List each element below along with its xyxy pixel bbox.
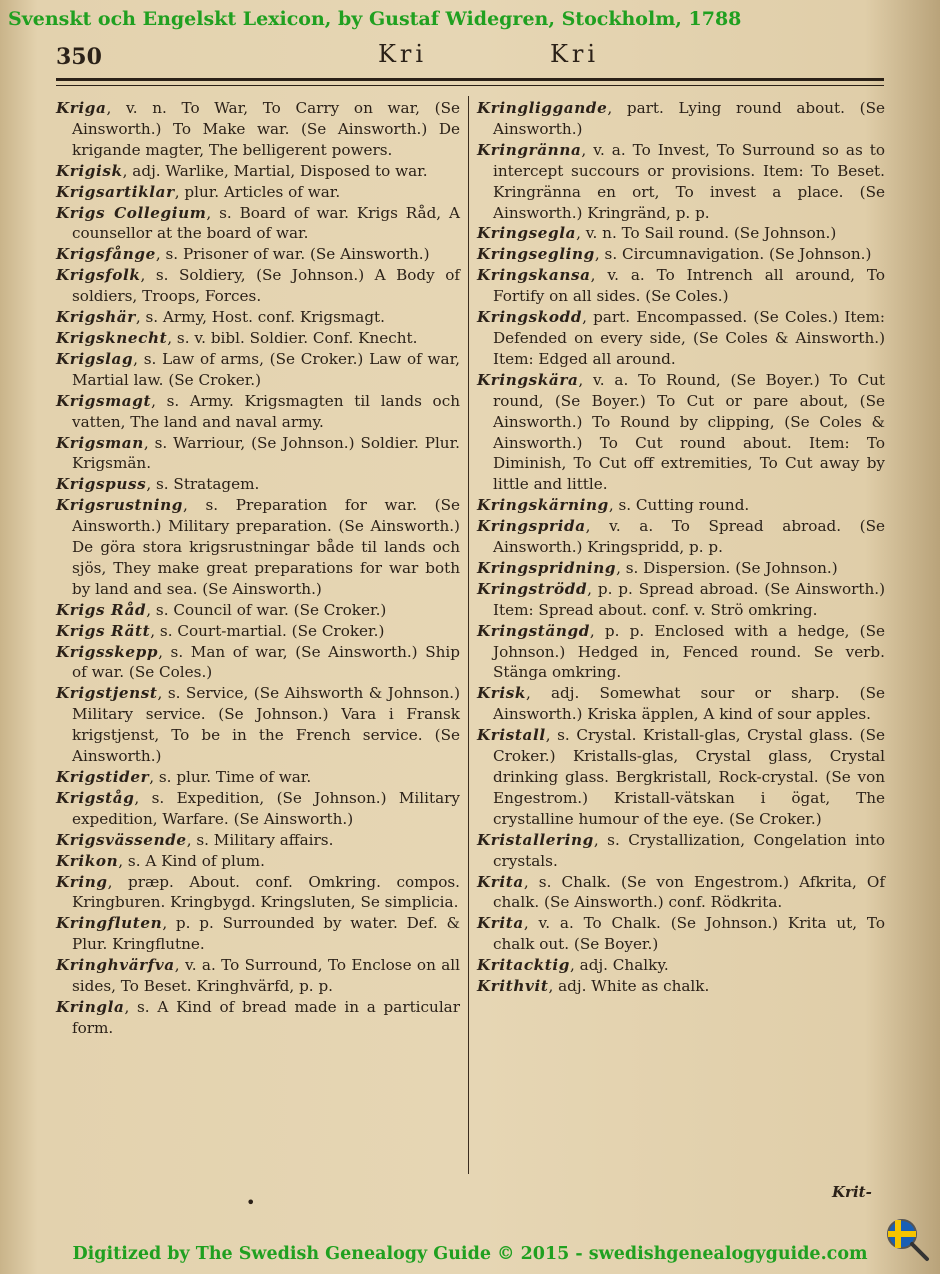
entry-definition: , part. Encompassed. (Se Coles.) Item: Defended on every side, (Se Coles & Ainsworth.) Item: Edged all around.: [493, 308, 885, 368]
entry-headword: Kristallering: [477, 830, 594, 849]
dictionary-entry: [477, 558, 885, 579]
dictionary-entry: [56, 203, 460, 245]
dictionary-entry: [56, 328, 460, 349]
entry-definition: , s. Expedition, (Se Johnson.) Military expedition, Warfare. (Se Ainsworth.): [72, 788, 460, 828]
dictionary-entry: [56, 307, 460, 328]
entry-definition: , præp. About. conf. Omkring. compos. Kringburen. Kringbygd. Kringsluten, Se simplicia.: [72, 872, 460, 912]
dictionary-entry: [56, 913, 460, 955]
dictionary-entry: [477, 955, 885, 976]
entry-definition: , v. a. To Surround, To Enclose on all sides, To Beset. Kringhvärfd, p. p.: [72, 956, 460, 996]
dictionary-entry: [477, 495, 885, 516]
dictionary-entry: [477, 621, 885, 684]
dictionary-entry: [477, 976, 885, 997]
dictionary-entry: [56, 495, 460, 600]
entry-headword: Krigspuss: [56, 475, 147, 494]
header-rule-thin: [56, 85, 884, 86]
entry-definition: , s. Military affairs.: [186, 830, 334, 849]
entry-headword: Kristall: [477, 726, 546, 745]
entry-definition: , s. Warriour, (Se Johnson.) Soldier. Plur. Krigsmän.: [72, 433, 460, 473]
entry-headword: Krigsartiklar: [56, 182, 175, 201]
entry-headword: Kringla: [56, 997, 125, 1016]
left-column: [56, 98, 460, 1039]
dictionary-entry: [56, 349, 460, 391]
header-rule: [56, 78, 884, 81]
entry-definition: , adj. White as chalk.: [548, 977, 710, 996]
entry-headword: Krithvit: [477, 977, 549, 996]
entry-headword: Krigstjenst: [56, 684, 158, 703]
entry-headword: Kringfluten: [56, 914, 163, 933]
entry-headword: Krigståg: [56, 788, 135, 807]
column-divider: [468, 96, 469, 1174]
entry-headword: Krigsmagt: [56, 391, 152, 410]
dictionary-entry: [56, 474, 460, 495]
entry-headword: Krita: [477, 914, 524, 933]
entry-headword: Krigs Råd: [56, 600, 147, 619]
dictionary-entry: [477, 307, 885, 370]
entry-definition: , s. Crystallization, Congelation into crystals.: [493, 830, 885, 870]
entry-headword: Kringhvärfva: [56, 956, 175, 975]
entry-definition: , adj. Warlike, Martial, Disposed to war.: [122, 161, 428, 180]
entry-definition: , adj. Somewhat sour or sharp. (Se Ainsworth.) Kriska äpplen, A kind of sour apples.: [493, 684, 885, 724]
entry-definition: , plur. Articles of war.: [174, 182, 341, 201]
dictionary-entry: [56, 433, 460, 475]
dictionary-entry: [56, 265, 460, 307]
entry-headword: Kritacktig: [477, 956, 571, 975]
entry-definition: , p. p. Spread abroad. (Se Ainsworth.) Item: Spread about. conf. v. Strö omkring.: [493, 579, 885, 619]
dictionary-entry: [56, 767, 460, 788]
running-head-left: Kri: [378, 40, 428, 68]
entry-headword: Kringspridning: [477, 558, 617, 577]
entry-definition: , s. Court-martial. (Se Croker.): [150, 621, 385, 640]
entry-headword: Kriga: [56, 99, 107, 117]
entry-definition: , s. v. bibl. Soldier. Conf. Knecht.: [167, 328, 418, 347]
entry-headword: Krigsknecht: [56, 328, 168, 347]
running-head-right: Kri: [550, 40, 600, 68]
dictionary-entry: [56, 621, 460, 642]
entry-headword: Krigisk: [56, 161, 123, 180]
entry-definition: , s. Stratagem.: [146, 475, 260, 494]
entry-definition: , v. n. To Sail round. (Se Johnson.): [576, 224, 837, 243]
entry-definition: , s. Chalk. (Se von Engestrom.) Afkrita, Of chalk. (Se Ainsworth.) conf. Rödkrita.: [493, 872, 885, 912]
dictionary-entry: [56, 244, 460, 265]
entry-definition: , s. Circumnavigation. (Se Johnson.): [594, 245, 872, 264]
dictionary-entry: [56, 851, 460, 872]
dictionary-entry: [477, 913, 885, 955]
dictionary-entry: [477, 370, 885, 495]
dictionary-entry: [477, 579, 885, 621]
entry-headword: Krigsvässende: [56, 830, 187, 849]
entry-definition: , s. Dispersion. (Se Johnson.): [616, 558, 838, 577]
entry-headword: Krigsman: [56, 433, 144, 452]
entry-definition: , v. a. To Spread abroad. (Se Ainsworth.) Kringspridd, p. p.: [493, 517, 885, 557]
dictionary-entry: [56, 788, 460, 830]
entry-headword: Krigs Collegium: [56, 203, 207, 222]
entry-definition: , adj. Chalky.: [570, 956, 669, 975]
dictionary-entry: [477, 683, 885, 725]
entry-definition: , s. Council of war. (Se Croker.): [146, 600, 387, 619]
entry-definition: , s. Law of arms, (Se Croker.) Law of war, Martial law. (Se Croker.): [72, 349, 460, 389]
entry-headword: Kringströdd: [477, 579, 588, 598]
entry-headword: Krigsfånge: [56, 245, 156, 264]
entry-definition: , s. Board of war. Krigs Råd, A counsellor at the board of war.: [72, 203, 460, 243]
entry-definition: , v. a. To Round, (Se Boyer.) To Cut round, (Se Boyer.) To Cut or pare about, (Se Ainsworth.) To Round by clipping, (Se Coles & Ainsworth.) To Cut round about. Item: To Diminish, To Cut off extremities, To Cut away by little and little.: [493, 370, 885, 494]
entry-headword: Krisk: [477, 684, 527, 703]
entry-headword: Krita: [477, 872, 524, 891]
dictionary-entry: [477, 223, 885, 244]
entry-headword: Kringskodd: [477, 308, 583, 327]
dictionary-entry: [56, 161, 460, 182]
entry-headword: Krigsskepp: [56, 642, 159, 661]
entry-headword: Krikon: [56, 851, 119, 870]
entry-definition: , s. Army, Host. conf. Krigsmagt.: [135, 308, 385, 327]
footer-credit: Digitized by The Swedish Genealogy Guide © 2015 - swedishgenealogyguide.com: [72, 1244, 868, 1264]
dictionary-entry: [477, 872, 885, 914]
dictionary-entry: [56, 600, 460, 621]
entry-definition: , v. a. To Invest, To Surround so as to intercept succours or provisions. Item: To Beset. Kringränna en ort, To invest a place. (Se Ainsworth.) Kringränd, p. p.: [493, 140, 885, 222]
entry-headword: Kringsegling: [477, 245, 595, 264]
entry-headword: Kringsegla: [477, 224, 577, 243]
dictionary-entry: [477, 244, 885, 265]
dictionary-entry: [56, 683, 460, 767]
page-number: 350: [56, 44, 102, 70]
entry-definition: , v. a. To Chalk. (Se Johnson.) Krita ut, To chalk out. (Se Boyer.): [493, 914, 885, 954]
signature-mark: •: [246, 1193, 256, 1212]
dictionary-entry: [56, 642, 460, 684]
entry-headword: Krigsrustning: [56, 496, 184, 515]
entry-definition: , s. A Kind of plum.: [118, 851, 265, 870]
entry-headword: Kringsprida: [477, 517, 586, 536]
entry-definition: , s. Preparation for war. (Se Ainsworth.) Military preparation. (Se Ainsworth.) De göra stora krigsrustningar både til lands och sjös, They make great preparations for war both by land and sea. (Se Ainsworth.): [72, 496, 460, 598]
dictionary-entry: [477, 516, 885, 558]
entry-definition: , s. Army. Krigsmagten til lands och vatten, The land and naval army.: [72, 391, 460, 431]
dictionary-entry: [56, 391, 460, 433]
dictionary-entry: [56, 872, 460, 914]
entry-headword: Kringstängd: [477, 621, 590, 640]
entry-definition: , s. Service, (Se Aihsworth & Johnson.) Military service. (Se Johnson.) Vara i Fransk krigstjenst, To be in the French service. (Se Ainsworth.): [72, 684, 460, 766]
entry-definition: , s. plur. Time of war.: [149, 768, 312, 786]
entry-headword: Krigstider: [56, 768, 150, 786]
dictionary-entry: [56, 182, 460, 203]
entry-definition: , s. Soldiery, (Se Johnson.) A Body of soldiers, Troops, Forces.: [72, 266, 460, 306]
entry-headword: Krigsfolk: [56, 266, 141, 285]
dictionary-entry: [477, 140, 885, 224]
entry-definition: , s. Cutting round.: [608, 496, 750, 515]
entry-definition: , p. p. Surrounded by water. Def. & Plur. Kringflutne.: [72, 914, 460, 954]
dictionary-entry: [477, 725, 885, 830]
dictionary-entry: [477, 265, 885, 307]
dictionary-entry: [56, 830, 460, 851]
entry-headword: Kring: [56, 872, 108, 891]
entry-definition: , s. Crystal. Kristall-glas, Crystal glass. (Se Croker.) Kristalls-glas, Crystal glass, Crystal drinking glass. Bergkristall, Rock-crystal. (Se von Engestrom.) Kristall-vätskan i ögat, The crystalline humour of the eye. (Se Croker.): [493, 726, 885, 828]
entry-headword: Krigslag: [56, 349, 134, 368]
entry-headword: Kringskansa: [477, 266, 591, 285]
banner-title: Svenskt och Engelskt Lexicon, by Gustaf Widegren, Stockholm, 1788: [8, 8, 742, 30]
entry-definition: , s. A Kind of bread made in a particular form.: [72, 997, 460, 1037]
entry-definition: , v. a. To Intrench all around, To Fortify on all sides. (Se Coles.): [493, 266, 885, 306]
entry-headword: Krigshär: [56, 308, 136, 327]
entry-headword: Kringskära: [477, 370, 579, 389]
dictionary-entry: [477, 830, 885, 872]
entry-headword: Kringskärning: [477, 496, 609, 515]
entry-headword: Krigs Rätt: [56, 621, 151, 640]
entry-definition: , v. n. To War, To Carry on war, (Se Ainsworth.) To Make war. (Se Ainsworth.) De krigande magter, The belligerent powers.: [72, 99, 460, 159]
entry-definition: , p. p. Enclosed with a hedge, (Se Johnson.) Hedged in, Fenced round. Se verb. Stänga omkring.: [493, 621, 885, 682]
entry-headword: Kringliggande: [477, 99, 608, 117]
dictionary-entry: [56, 98, 460, 161]
dictionary-entry: [477, 98, 885, 140]
catchword: Krit-: [832, 1183, 872, 1201]
entry-headword: Kringränna: [477, 140, 582, 159]
entry-definition: , s. Prisoner of war. (Se Ainsworth.): [155, 245, 430, 264]
dictionary-entry: [56, 955, 460, 997]
entry-definition: , part. Lying round about. (Se Ainsworth.): [493, 99, 885, 138]
dictionary-entry: [56, 997, 460, 1039]
entry-definition: , s. Man of war, (Se Ainsworth.) Ship of war. (Se Coles.): [72, 642, 460, 682]
right-column: [477, 98, 885, 997]
